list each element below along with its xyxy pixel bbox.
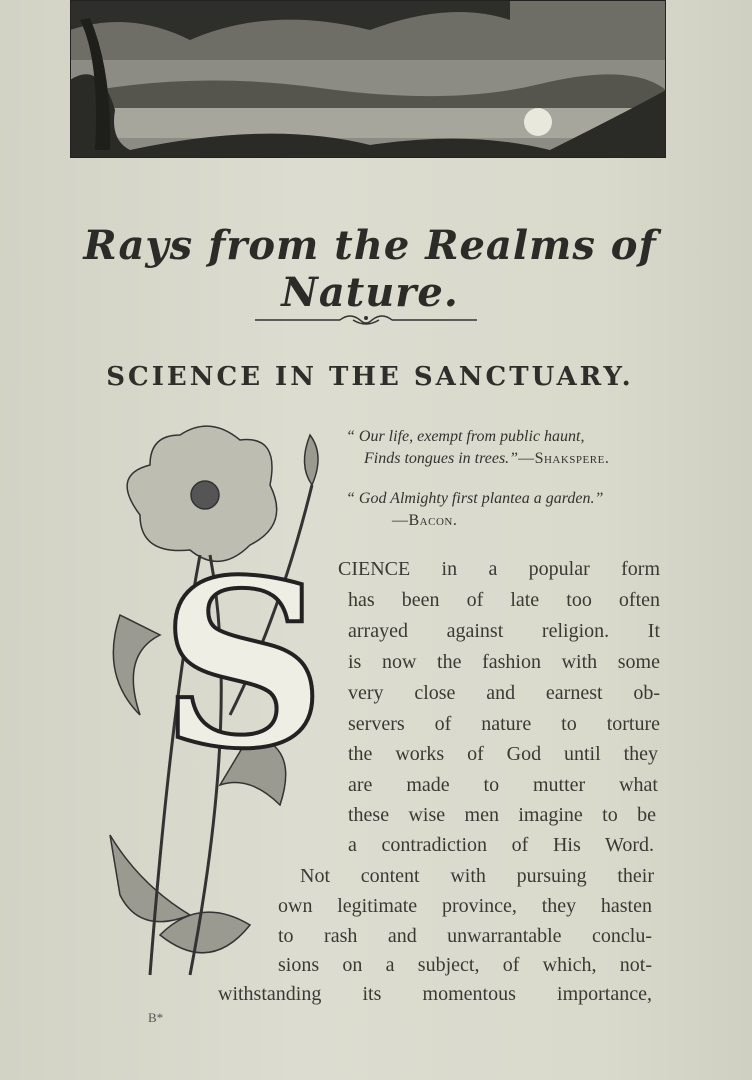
body-line-11: Not content with pursuing their xyxy=(300,865,654,887)
page-title: Rays from the Realms of Nature. xyxy=(83,222,657,316)
svg-text:S: S xyxy=(160,530,327,800)
epigraph-1-line-1: “ Our life, exempt from public haunt, xyxy=(346,428,585,445)
body-line-7: the works of God until they xyxy=(348,743,658,765)
body-line-5: very close and earnest ob- xyxy=(348,682,660,704)
body-line-10: a contradiction of His Word. xyxy=(348,834,654,856)
ornamental-divider xyxy=(255,312,477,328)
epigraph-1-attribution: —Shakspere. xyxy=(518,450,610,467)
body-line-8: are made to mutter what xyxy=(348,774,658,796)
landscape-engraving xyxy=(70,0,666,158)
body-line-2: has been of late too often xyxy=(348,589,660,611)
epigraph-2-attribution: —Bacon. xyxy=(392,512,458,529)
body-line-12: own legitimate province, they hasten xyxy=(278,895,652,917)
body-line-1: CIENCE in a popular form xyxy=(338,558,660,580)
signature-mark: B* xyxy=(148,1010,164,1025)
body-line-13: to rash and unwarrantable conclu- xyxy=(278,925,652,947)
body-line-6: servers of nature to torture xyxy=(348,713,660,735)
section-heading: SCIENCE IN THE SANCTUARY. xyxy=(106,362,634,392)
epigraph-1-cont xyxy=(364,450,609,468)
body-line-15: withstanding its momentous importance, xyxy=(218,983,652,1005)
body-line-4: is now the fashion with some xyxy=(348,651,660,673)
epigraph-1 xyxy=(346,428,585,446)
epigraph-2-cont xyxy=(392,512,457,530)
epigraph-2-line-1: “ God Almighty first plantea a garden.” xyxy=(346,490,604,507)
body-line-9: these wise men imagine to be xyxy=(348,804,656,826)
body-line-3: arrayed against religion. It xyxy=(348,620,660,642)
epigraph-2 xyxy=(346,490,603,508)
body-line-14: sions on a subject, of which, not- xyxy=(278,954,652,976)
epigraph-1-line-2: Finds tongues in trees.” xyxy=(364,450,519,467)
